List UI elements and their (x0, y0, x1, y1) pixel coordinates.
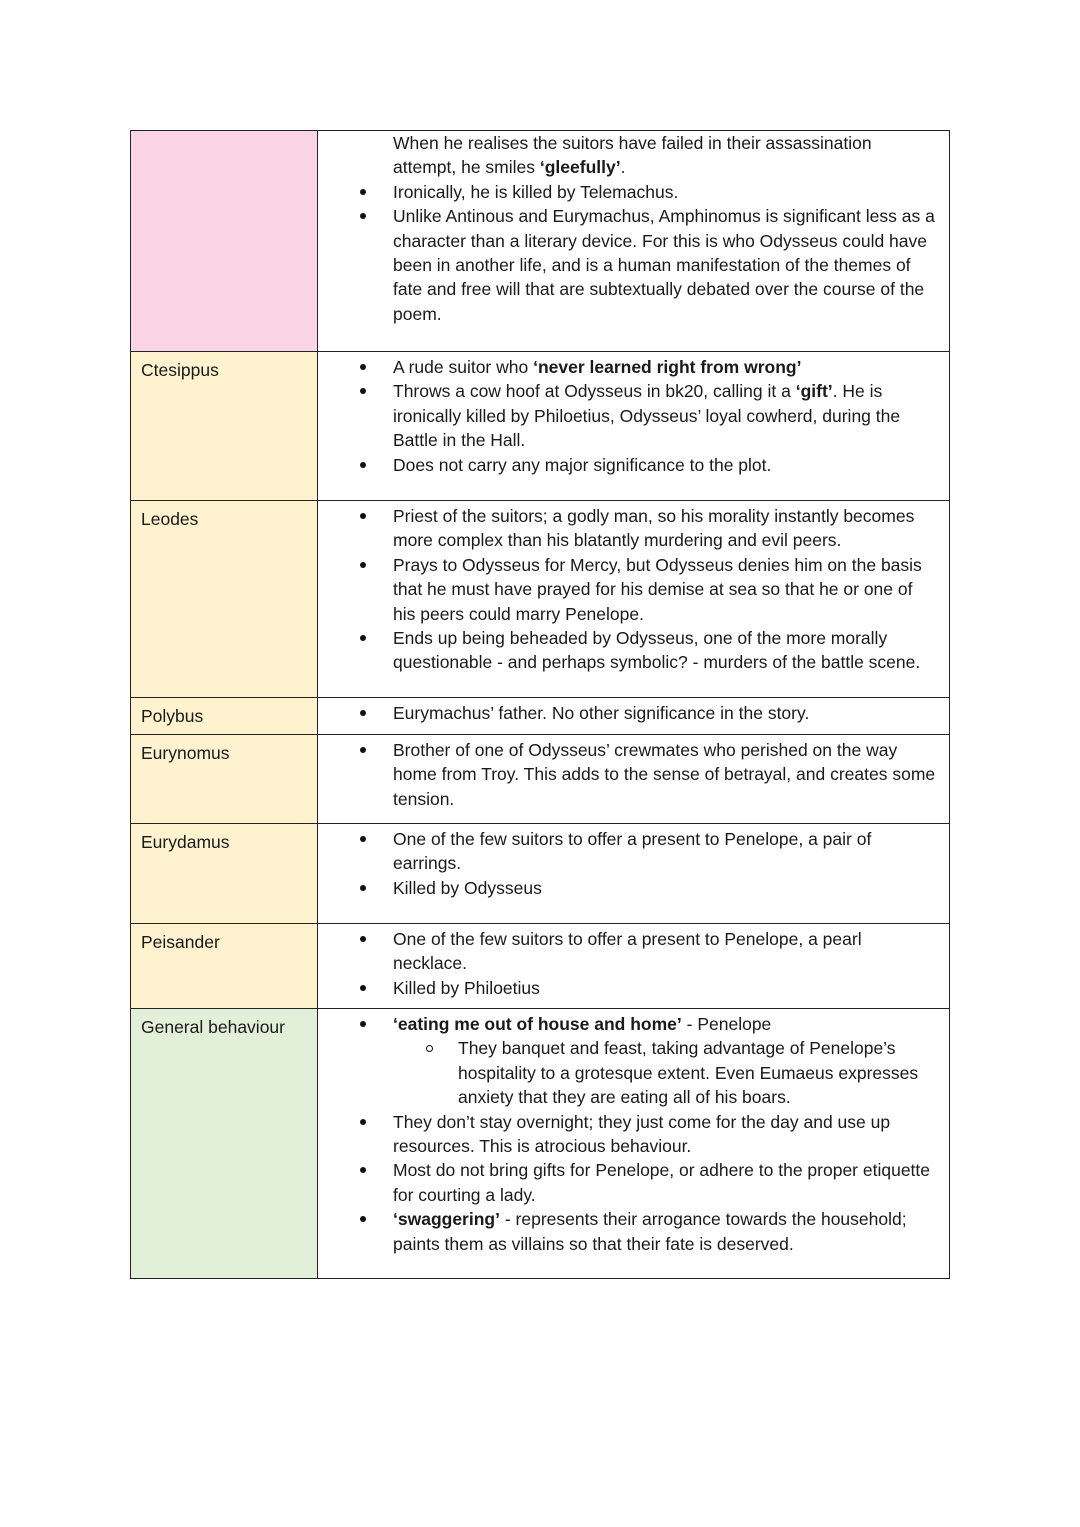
character-name-cell (131, 924, 318, 1009)
notes-cell (318, 131, 950, 352)
character-name-cell (131, 352, 318, 501)
character-name-cell (131, 735, 318, 824)
note-text: They banquet and feast, taking advantage of Penelope’s hospitality to a grotesque extent. Even Eumaeus expresses anxiety that they are eating all of his boars. (458, 1038, 919, 1108)
note-text: - Penelope (681, 1014, 772, 1034)
note-text: Ironically, he is killed by Telemachus. (393, 181, 679, 202)
character-name-cell (131, 698, 318, 735)
table-row (131, 698, 950, 735)
table-row (131, 1009, 950, 1279)
notes-list (318, 827, 939, 900)
character-name: Eurynomus (141, 743, 230, 763)
notes-cell (318, 698, 950, 735)
notes-cell (318, 824, 950, 924)
note-text: Ends up being beheaded by Odysseus, one of the more morally questionable - and perhaps symbolic? - murders of the battle scene. (393, 628, 921, 673)
table-row (131, 735, 950, 824)
bullet-item (318, 1207, 939, 1256)
bullet-item (318, 876, 939, 900)
table-row (131, 352, 950, 501)
bullet-item (318, 379, 939, 452)
character-name: Eurydamus (141, 832, 230, 852)
character-name: Polybus (141, 706, 204, 726)
note-text: One of the few suitors to offer a present to Penelope, a pair of earrings. (393, 829, 872, 874)
notes-list (318, 1012, 939, 1256)
note-text: Killed by Odysseus (393, 877, 542, 898)
bullet-item (318, 827, 939, 876)
note-text: - represents their arrogance towards the household; paints them as villains so that their fate is deserved. (393, 1209, 907, 1254)
bullet-item (318, 738, 939, 811)
quote-text: ‘gift’ (795, 381, 833, 402)
note-text: . (620, 157, 626, 178)
character-name-cell (131, 131, 318, 352)
note-text: Priest of the suitors; a godly man, so his morality instantly becomes more complex than his blatantly murdering and evil peers. (393, 506, 915, 551)
table-row (131, 501, 950, 698)
note-text: Brother of one of Odysseus’ crewmates who perished on the way home from Troy. This adds to the sense of betrayal, and creates some tension. (393, 740, 936, 809)
bullet-item (318, 204, 939, 326)
notes-list (318, 927, 939, 1000)
table-row (131, 131, 950, 352)
note-text: Does not carry any major significance to the plot. (393, 454, 772, 475)
notes-cell (318, 501, 950, 698)
note-text: Prays to Odysseus for Mercy, but Odysseus denies him on the basis that he must have prayed for his demise at sea so that he or one of his peers could marry Penelope. (393, 554, 922, 624)
bullet-item (318, 626, 939, 675)
note-text: They don’t stay overnight; they just come for the day and use up resources. This is atrocious behaviour. (393, 1111, 891, 1157)
notes-list (318, 701, 939, 725)
note-text: . He is ironically killed by Philoetius, Odysseus’ loyal cowherd, during the Battle in the Hall. (393, 381, 901, 451)
notes-list (318, 504, 939, 675)
bullet-item (318, 553, 939, 626)
notes-cell (318, 735, 950, 824)
bullet-item (318, 453, 939, 477)
character-name-cell (131, 501, 318, 698)
character-name-cell (131, 1009, 318, 1279)
note-text: One of the few suitors to offer a present to Penelope, a pearl necklace. (393, 929, 862, 974)
sub-bullet-item (393, 1036, 939, 1109)
note-text: When he realises the suitors have failed in their assassination attempt, he smiles (393, 133, 872, 178)
table-row (131, 824, 950, 924)
quote-text: ‘swaggering’ (393, 1209, 500, 1230)
character-name: Ctesippus (141, 360, 219, 380)
bullet-item (318, 180, 939, 204)
character-name-cell (131, 824, 318, 924)
note-text: A rude suitor who (393, 357, 534, 377)
bullet-item (318, 131, 939, 180)
quote-text: ‘never learned right from wrong’ (533, 357, 802, 377)
notes-cell (318, 1009, 950, 1279)
note-text: Unlike Antinous and Eurymachus, Amphinomus is significant less as a character than a literary device. For this is who Odysseus could have been in another life, and is a human manifestation of the themes of fate and free will that are subtextually debated over the course of the poem. (393, 206, 935, 324)
table-row (131, 924, 950, 1009)
note-text: Killed by Philoetius (393, 977, 540, 998)
note-text: Most do not bring gifts for Penelope, or adhere to the proper etiquette for courting a lady. (393, 1160, 931, 1205)
notes-cell (318, 352, 950, 501)
notes-list (318, 738, 939, 811)
bullet-item (318, 1110, 939, 1159)
bullet-item (318, 976, 939, 1000)
notes-list (318, 131, 939, 326)
suitors-notes-table (130, 130, 950, 1279)
quote-text: ‘gleefully’ (539, 157, 621, 178)
bullet-item (318, 1158, 939, 1207)
bullet-item (318, 355, 939, 379)
quote-text: ‘eating me out of house and home’ (393, 1014, 682, 1034)
notes-cell (318, 924, 950, 1009)
character-name: General behaviour (141, 1017, 285, 1037)
bullet-item (318, 927, 939, 976)
bullet-item (318, 504, 939, 553)
bullet-item (318, 1012, 939, 1110)
sub-bullet-list (393, 1036, 939, 1109)
notes-list (318, 355, 939, 477)
bullet-item (318, 701, 939, 725)
character-name: Leodes (141, 509, 199, 529)
character-name: Peisander (141, 932, 220, 952)
note-text: Throws a cow hoof at Odysseus in bk20, calling it a (393, 381, 796, 402)
note-text: Eurymachus’ father. No other significance in the story. (393, 703, 810, 723)
